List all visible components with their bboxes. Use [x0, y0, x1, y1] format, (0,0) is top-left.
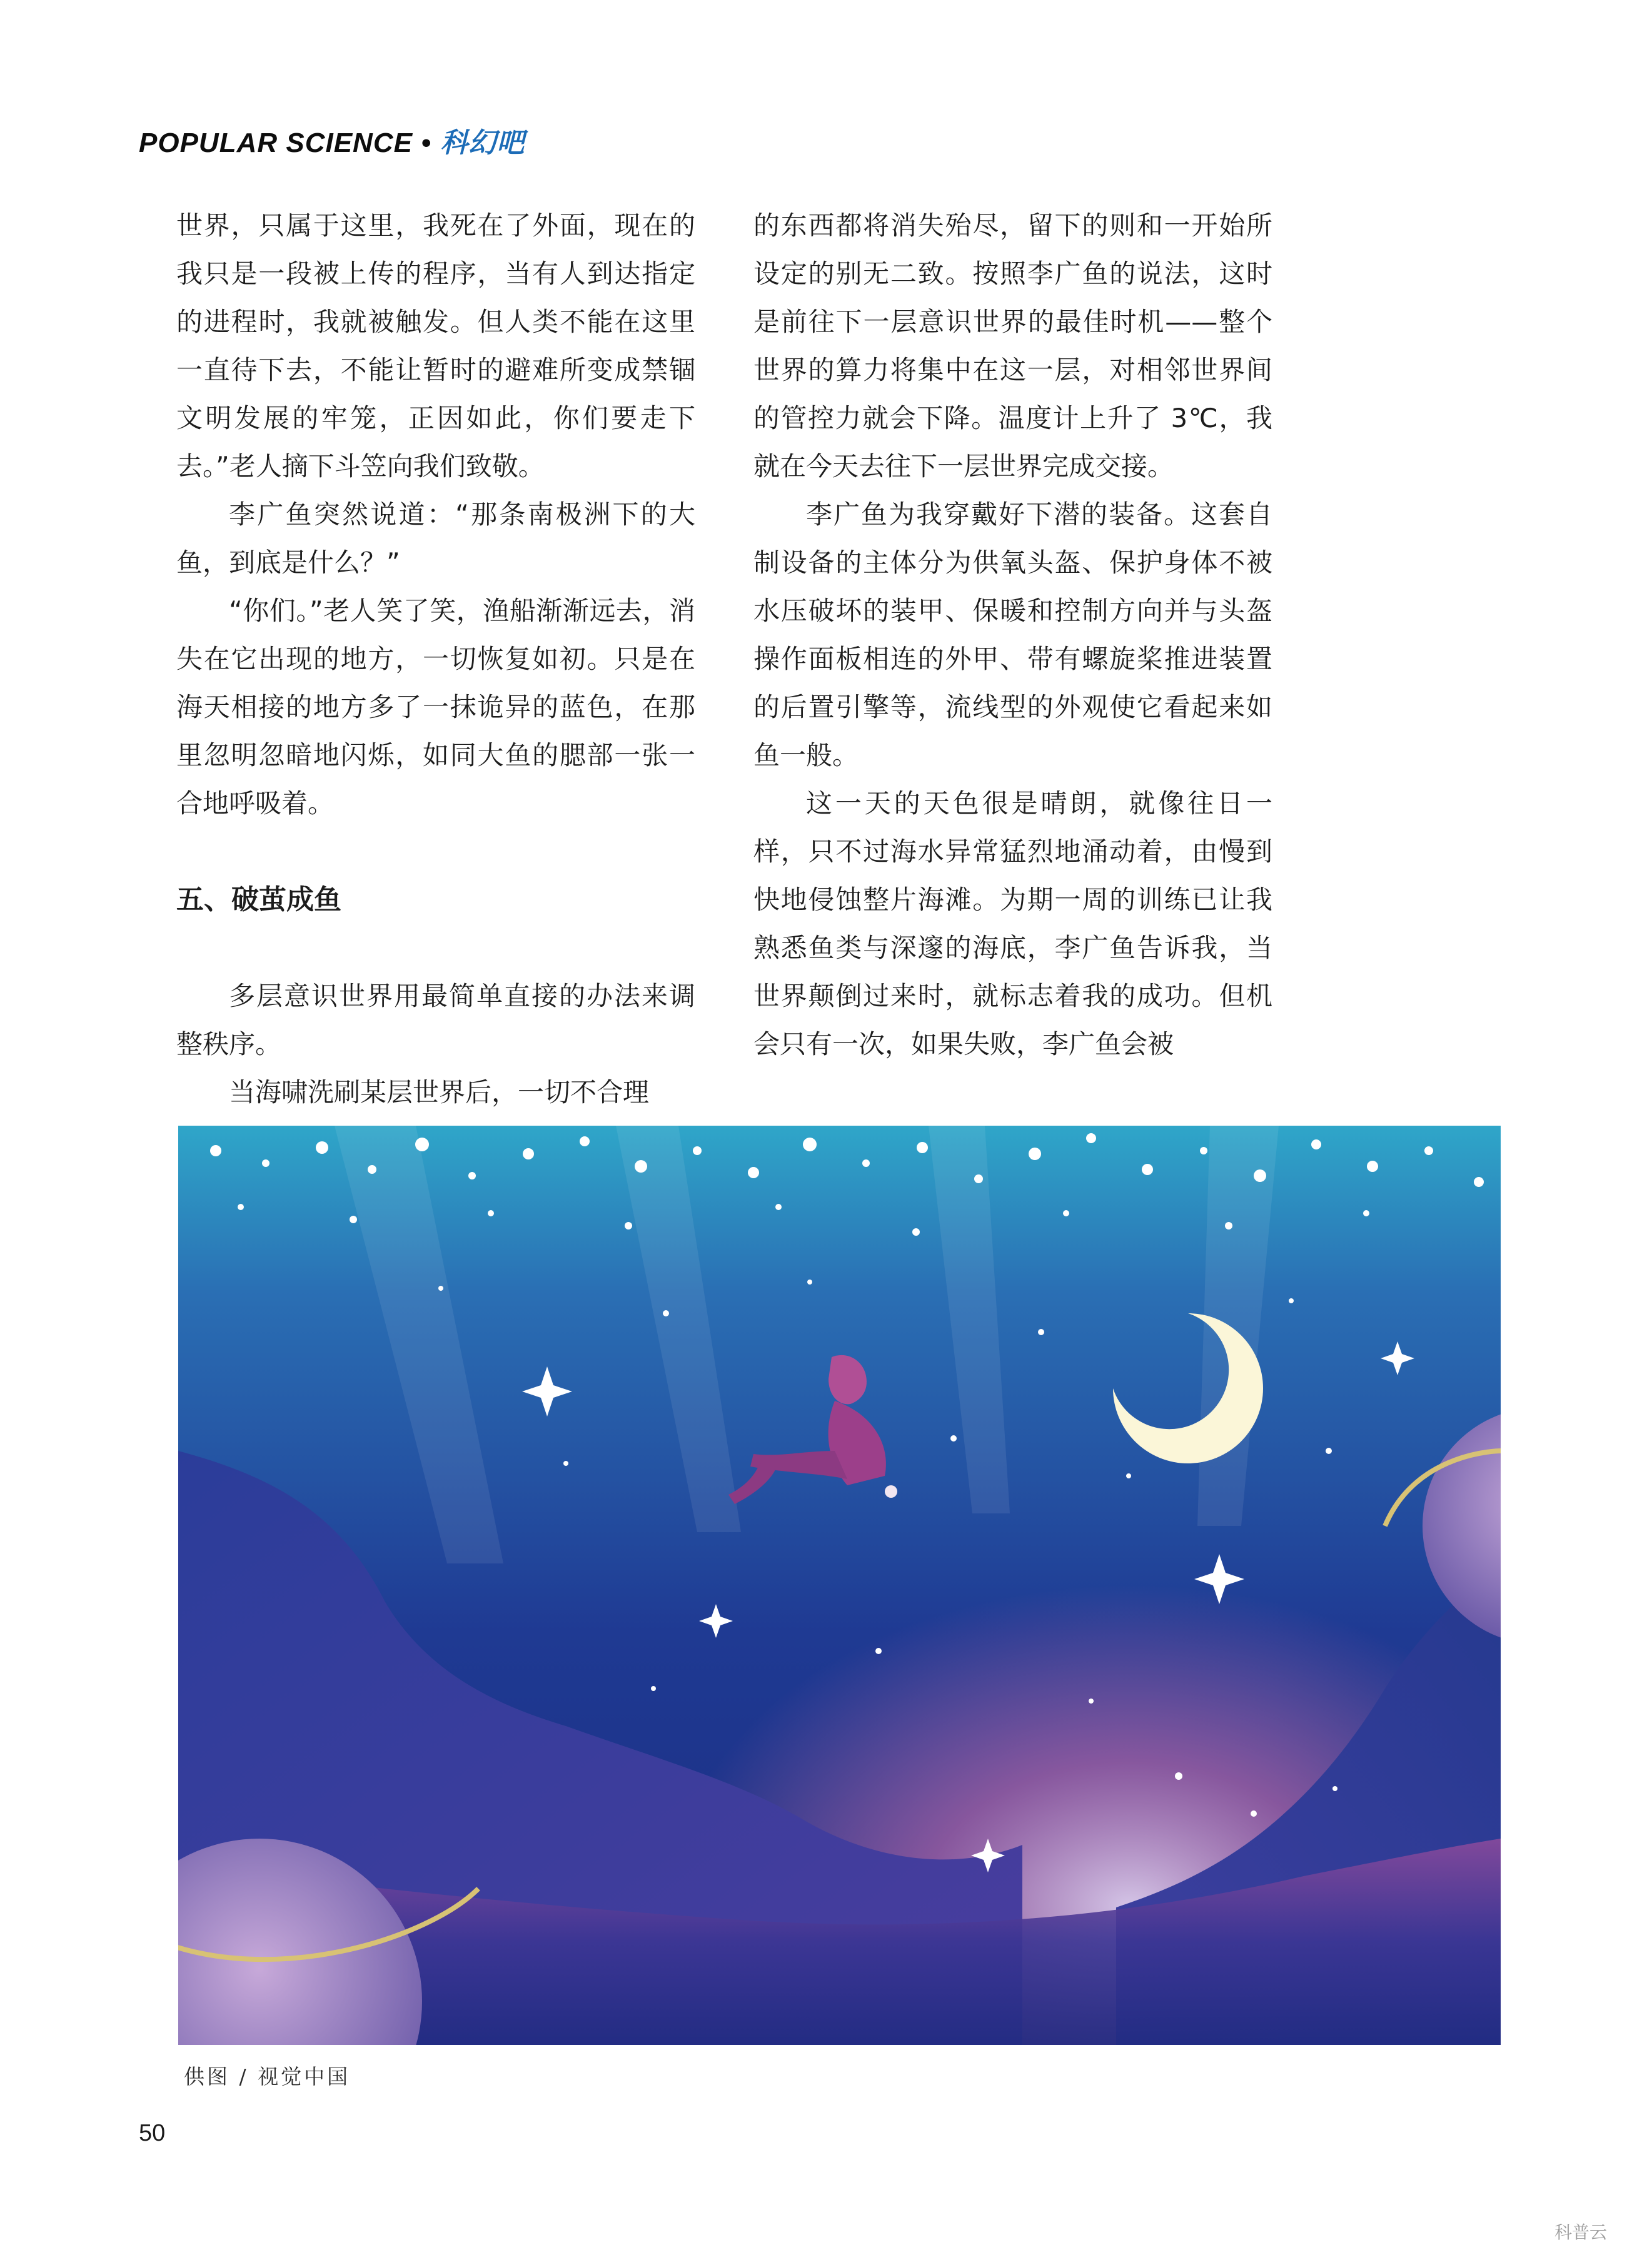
paragraph: 李广鱼突然说道：“那条南极洲下的大鱼，到底是什么？” [176, 499, 695, 578]
underwater-illustration [178, 1126, 1501, 2045]
image-credit: 供图 / 视觉中国 [184, 2064, 351, 2089]
paragraph: 当海啸洗刷某层世界后，一切不合理 [229, 1077, 650, 1108]
paragraph: 这一天的天色很是晴朗，就像往日一样，只不过海水异常猛烈地涌动着，由慢到快地侵蚀整片海滩。为期一周的训练已让我熟悉鱼类与深邃的海底，李广鱼告诉我，当世界颠倒过来时，就标志着我的成功。但机会只有一次，如果失败，李广鱼会被 [753, 788, 1272, 1059]
paragraph: 的东西都将消失殆尽，留下的则和一开始所设定的别无二致。按照李广鱼的说法，这时是前往下一层意识世界的最佳时机——整个世界的算力将集中在这一层，对相邻世界间的管控力就会下降。温度计上升了 3℃，我就在今天去往下一层世界完成交接。 [753, 210, 1272, 482]
left-text-column [176, 201, 695, 1116]
header-separator: • [421, 128, 432, 158]
page-number: 50 [139, 2120, 166, 2146]
paragraph: 多层意识世界用最简单直接的办法来调整秩序。 [176, 981, 695, 1059]
right-text-column [753, 201, 1272, 1068]
running-header [139, 120, 525, 160]
section-heading: 五、破茧成鱼 [176, 884, 341, 916]
paragraph: 李广鱼为我穿戴好下潜的装备。这套自制设备的主体分为供氧头盔、保护身体不被水压破坏的装甲、保暖和控制方向并与头盔操作面板相连的外甲、带有螺旋桨推进装置的后置引擎等，流线型的外观使它看起来如鱼一般。 [753, 499, 1272, 770]
illustration-artwork [178, 1126, 1501, 2045]
magazine-brand: POPULAR SCIENCE [139, 128, 413, 158]
section-name: 科幻吧 [440, 127, 525, 159]
paragraph: 世界，只属于这里，我死在了外面，现在的我只是一段被上传的程序，当有人到达指定的进程时，我就被触发。但人类不能在这里一直待下去，不能让暂时的避难所变成禁锢文明发展的牢笼，正因如此，你们要走下去。”老人摘下斗笠向我们致敬。 [176, 210, 695, 482]
watermark: 科普云 [1554, 2222, 1608, 2243]
paragraph: “你们。”老人笑了笑，渔船渐渐远去，消失在它出现的地方，一切恢复如初。只是在海天相接的地方多了一抹诡异的蓝色，在那里忽明忽暗地闪烁，如同大鱼的腮部一张一合地呼吸着。 [176, 595, 695, 819]
